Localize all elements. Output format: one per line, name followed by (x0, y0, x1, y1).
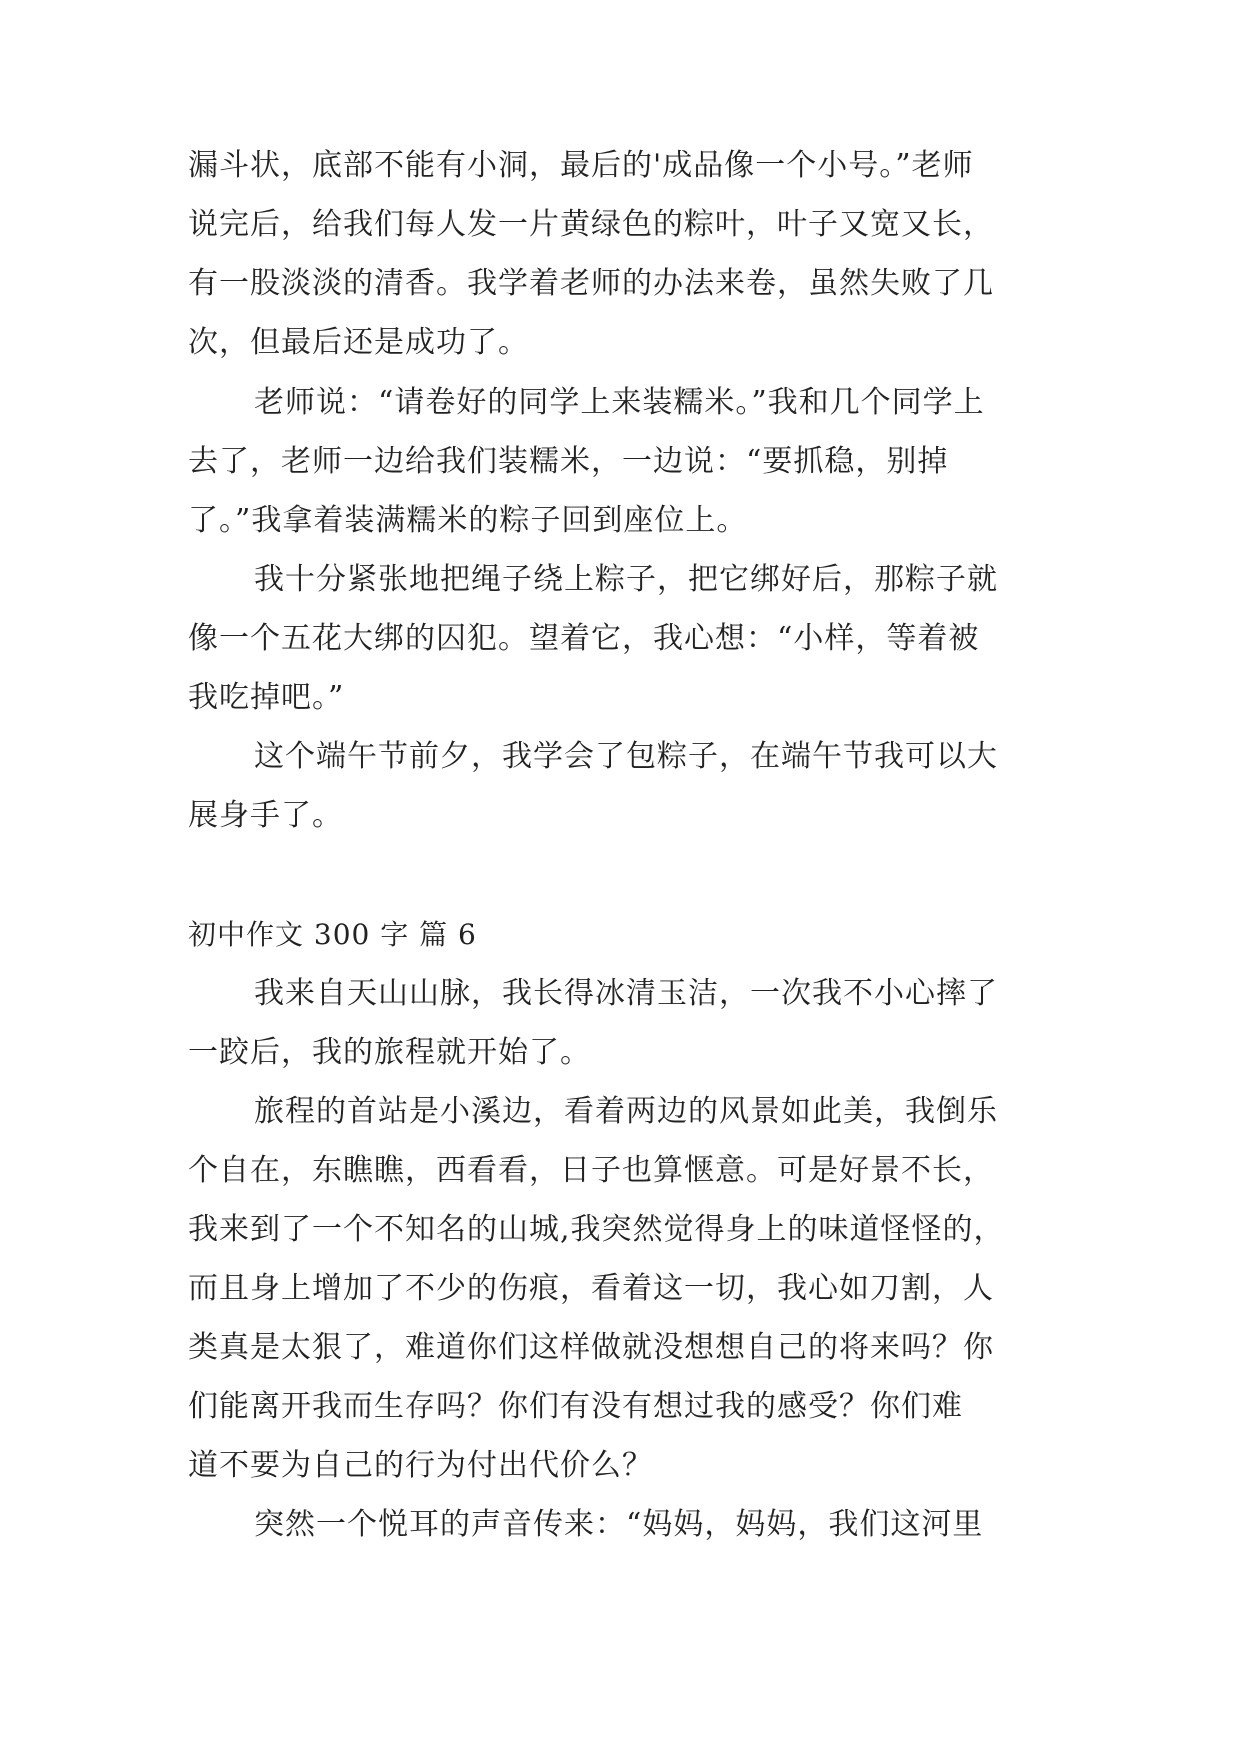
paragraph-line: 类真是太狠了，难道你们这样做就没想想自己的将来吗？你 (188, 1330, 994, 1365)
paragraph-line: 们能离开我而生存吗？你们有没有想过我的感受？你们难 (188, 1389, 963, 1424)
paragraph-line: 我十分紧张地把绳子绕上粽子，把它绑好后，那粽子就 (254, 562, 998, 597)
paragraph-line: 个自在，东瞧瞧，西看看，日子也算惬意。可是好景不长， (188, 1153, 994, 1188)
paragraph-line: 展身手了。 (188, 798, 343, 833)
paragraph-line: 我吃掉吧。” (188, 680, 345, 715)
paragraph-line: 像一个五花大绑的囚犯。望着它，我心想：“小样，等着被 (188, 621, 980, 656)
paragraph-line: 我来自天山山脉，我长得冰清玉洁，一次我不小心摔了 (254, 976, 998, 1011)
paragraph-line: 次，但最后还是成功了。 (188, 325, 529, 360)
paragraph-line: 漏斗状，底部不能有小洞，最后的'成品像一个小号。”老师 (188, 148, 974, 183)
paragraph-line: 了。”我拿着装满糯米的粽子回到座位上。 (188, 503, 748, 538)
paragraph-line: 旅程的首站是小溪边，看着两边的风景如此美，我倒乐 (254, 1094, 998, 1129)
paragraph-line: 突然一个悦耳的声音传来：“妈妈，妈妈，我们这河里 (254, 1507, 984, 1542)
paragraph-line: 而且身上增加了不少的伤痕，看着这一切，我心如刀割，人 (188, 1271, 994, 1306)
section-heading: 初中作文 300 字 篇 6 (188, 918, 477, 951)
paragraph-line: 道不要为自己的行为付出代价么？ (188, 1448, 653, 1483)
paragraph-line: 我来到了一个不知名的山城,我突然觉得身上的味道怪怪的， (188, 1212, 1005, 1247)
paragraph-line: 说完后，给我们每人发一片黄绿色的粽叶，叶子又宽又长， (188, 207, 994, 242)
paragraph-line: 有一股淡淡的清香。我学着老师的办法来卷，虽然失败了几 (188, 266, 994, 301)
paragraph-line: 这个端午节前夕，我学会了包粽子，在端午节我可以大 (254, 739, 998, 774)
paragraph-line: 老师说：“请卷好的同学上来装糯米。”我和几个同学上 (254, 385, 985, 420)
paragraph-line: 去了，老师一边给我们装糯米，一边说：“要抓稳，别掉 (188, 444, 949, 479)
paragraph-line: 一跤后，我的旅程就开始了。 (188, 1035, 591, 1070)
